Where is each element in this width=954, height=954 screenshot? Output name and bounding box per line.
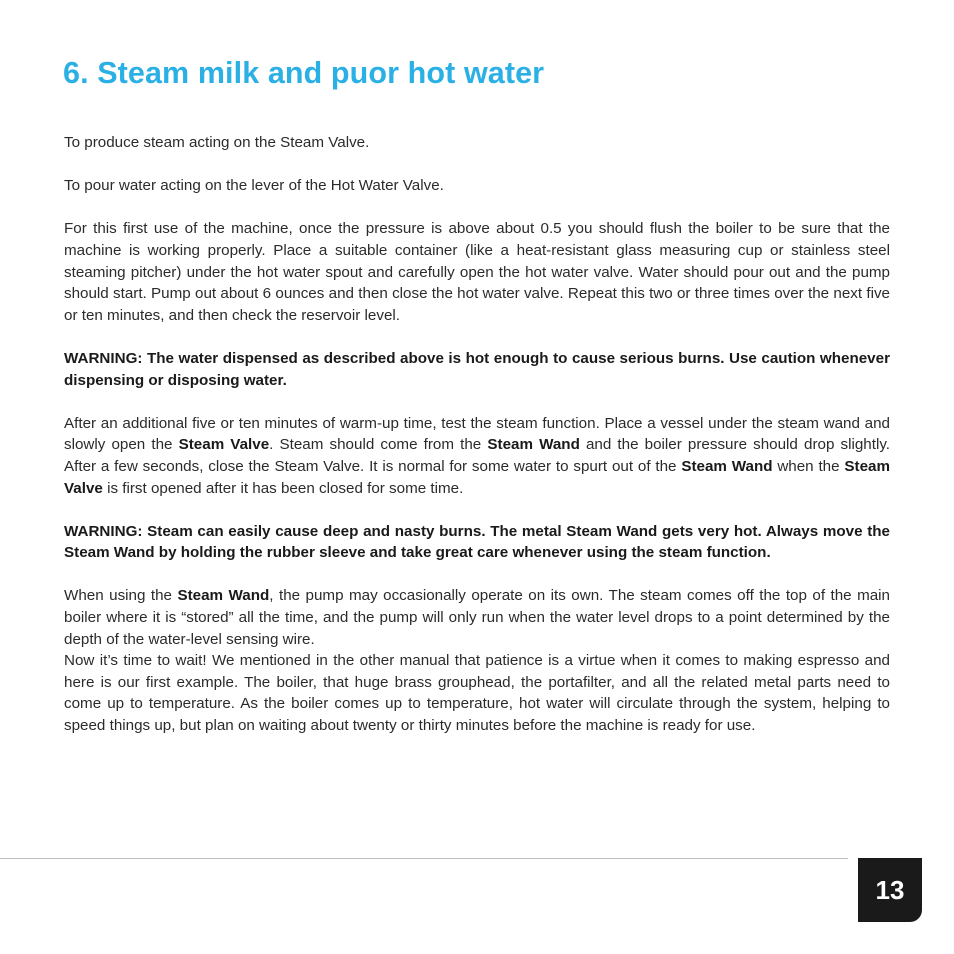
term-steam-wand: Steam Wand [487,436,580,454]
text-run: gets very hot. Always move the [657,522,890,540]
warning-hot-water: WARNING: The water dispensed as described above is hot enough to cause serious burns. Use caution whenever dispensing or disposing water. [64,349,890,389]
text-run: . Steam should come from the [269,436,488,454]
term-steam-valve: Steam Valve [178,436,270,454]
term-steam-wand: Steam Wand [64,544,155,562]
text-run: is first opened after it has been closed for some time. [102,479,464,497]
text-run: When using the [64,587,178,605]
page-number: 13 [875,874,905,905]
body-text [64,132,890,737]
page-title: 6. Steam milk and puor hot water [63,56,545,90]
paragraph-first-use: For this first use of the machine, once the pressure is above about 0.5 you should flush the boiler to be sure that the machine is working properly. Place a suitable container (like a heat-resistant glass measuring cup or stainless steel steaming pitcher) under the hot water spout and carefully open the hot water valve. Water should pour out and the pump should start. Pump out about 6 ounces and then close the hot water valve. Repeat this two or three times over the next five or ten minutes, and then check the reservoir level. [64,220,890,324]
paragraph-steam: To produce steam acting on the Steam Valve. [64,134,370,151]
paragraph-wait: Now it’s time to wait! We mentioned in the other manual that patience is a virtue when it comes to making espresso and here is our first example. The boiler, that huge brass grouphead, the portafilter, and all the related metal parts need to come up to temperature. As the boiler comes up to temperature, hot water will circulate through the system, helping to speed things up, but plan on waiting about twenty or thirty minutes before the machine is ready for use. [64,652,890,735]
footer-divider [0,858,848,859]
page-number-tab [858,858,922,922]
text-run: After an additional five or ten minutes of warm-up time, test the steam function. Place a vessel under the steam wand and slowly open the [64,414,890,454]
text-run: when the [772,457,845,475]
paragraph-pump [64,585,890,650]
term-steam-wand: Steam Wand [177,587,270,605]
paragraph-hot-water: To pour water acting on the lever of the Hot Water Valve. [64,177,444,195]
term-steam-wand: Steam Wand [566,522,658,540]
term-steam-valve: Steam Valve [64,457,890,497]
text-run: , the pump may occasionally operate on its own. The steam comes off the top of the main boiler where it is “stored” all the time, and the pump will only run when the water level drops to a point determined by the depth of the water-level sensing wire. [64,587,891,648]
term-steam-wand: Steam Wand [681,457,773,475]
warning-steam [64,521,890,564]
paragraph-steam-test [64,413,890,499]
text-run: by holding the rubber sleeve and take great care whenever using the steam function. [154,544,771,562]
text-run: WARNING: Steam can easily cause deep and nasty burns. The metal [64,522,567,540]
text-run: and the boiler pressure should drop slightly. After a few seconds, close the Steam Valve. It is normal for some water to spurt out of the [64,436,891,475]
